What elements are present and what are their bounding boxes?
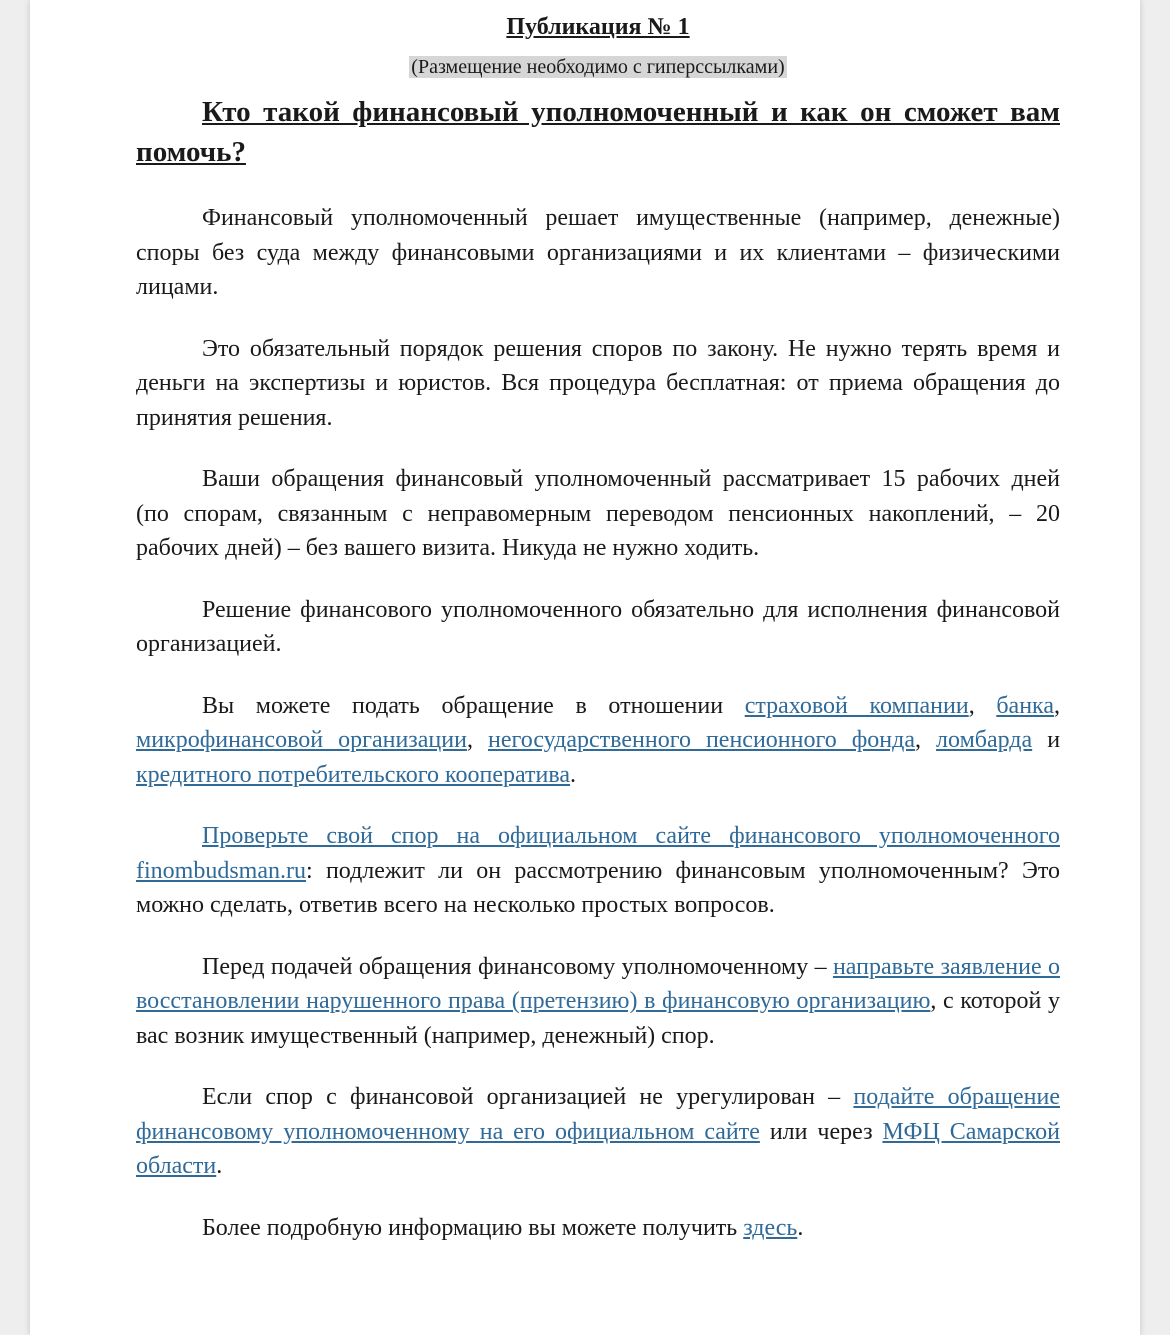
period: . — [216, 1153, 223, 1179]
separator: , — [915, 727, 937, 753]
more-info-link[interactable]: здесь — [743, 1214, 798, 1241]
paragraph-8 — [136, 1080, 1060, 1184]
document-content — [136, 10, 1060, 1245]
placement-note: (Размещение необходимо с гиперссылками) — [411, 56, 785, 78]
period: . — [797, 1214, 804, 1241]
pawnshop-link[interactable]: ломбарда — [936, 727, 1033, 753]
paragraph-8-text: Если спор с финансовой организацией не урегулирован – — [202, 1084, 854, 1110]
bank-link[interactable]: банка — [996, 692, 1054, 719]
submit-appeal-link[interactable]: подайте обращение финансовому уполномоченному на его официальном сайте — [136, 1084, 1061, 1145]
paragraph-1: Финансовый уполномоченный решает имущественные (например, денежные) споры без суда между финансовыми организациями и их клиентами – физическими лицами. — [136, 205, 1060, 300]
paragraph-2: Это обязательный порядок решения споров по закону. Не нужно терять время и деньги на экспертизы и юристов. Вся процедура бесплатная: от приема обращения до принятия решения. — [136, 335, 1060, 431]
paragraph-4: Решение финансового уполномоченного обязательно для исполнения финансовой организацией. — [136, 596, 1060, 657]
send-claim-link[interactable]: направьте заявление о восстановлении нарушенного права (претензию) в финансовую организацию — [136, 953, 1060, 1014]
paragraph-9-text: Более подробную информацию вы можете получить — [202, 1214, 744, 1241]
insurance-company-link[interactable]: страховой компании — [744, 692, 969, 719]
separator: , — [968, 692, 997, 719]
paragraph-7-text: Перед подачей обращения финансовому уполномоченному – — [202, 953, 833, 980]
document-page — [30, 0, 1140, 1335]
separator: , — [1054, 692, 1060, 719]
separator: , — [466, 727, 488, 753]
paragraph-7-tail: , с которой у вас возник имущественный (например, денежный) спор. — [136, 988, 1061, 1049]
credit-cooperative-link[interactable]: кредитного потребительского кооператива — [136, 761, 571, 788]
paragraph-9 — [136, 1211, 1060, 1246]
microfinance-organization-link[interactable]: микрофинансовой организации — [136, 727, 467, 753]
paragraph-3: Ваши обращения финансовый уполномоченный рассматривает 15 рабочих дней (по спорам, связанным с неправомерным переводом пенсионных накоплений, – 20 рабочих дней) – без вашего визита. Никуда не нужно ходить. — [136, 466, 1060, 561]
period: . — [570, 761, 577, 788]
paragraph-8-middle: или через — [759, 1118, 883, 1145]
paragraph-5 — [136, 689, 1060, 793]
paragraph-6-text: : подлежит ли он рассмотрению финансовым уполномоченным? Это можно сделать, ответив всего на несколько простых вопросов. — [136, 857, 1060, 918]
publication-title: Публикация № 1 — [506, 14, 690, 40]
paragraph-7 — [136, 950, 1060, 1054]
paragraph-5-text: Вы можете подать обращение в отношении — [202, 692, 745, 719]
placement-note-wrap — [136, 54, 1060, 82]
mfc-samara-link[interactable]: МФЦ Самарской области — [136, 1118, 1060, 1179]
pension-fund-link[interactable]: негосударственного пенсионного фонда — [488, 727, 916, 753]
article-heading: Кто такой финансовый уполномоченный и как он сможет вам помочь? — [136, 96, 1060, 168]
conjunction: и — [1032, 727, 1061, 753]
paragraph-6 — [136, 819, 1060, 923]
check-dispute-link[interactable]: Проверьте свой спор на официальном сайте финансового уполномоченного finombudsman.ru — [136, 823, 1060, 884]
